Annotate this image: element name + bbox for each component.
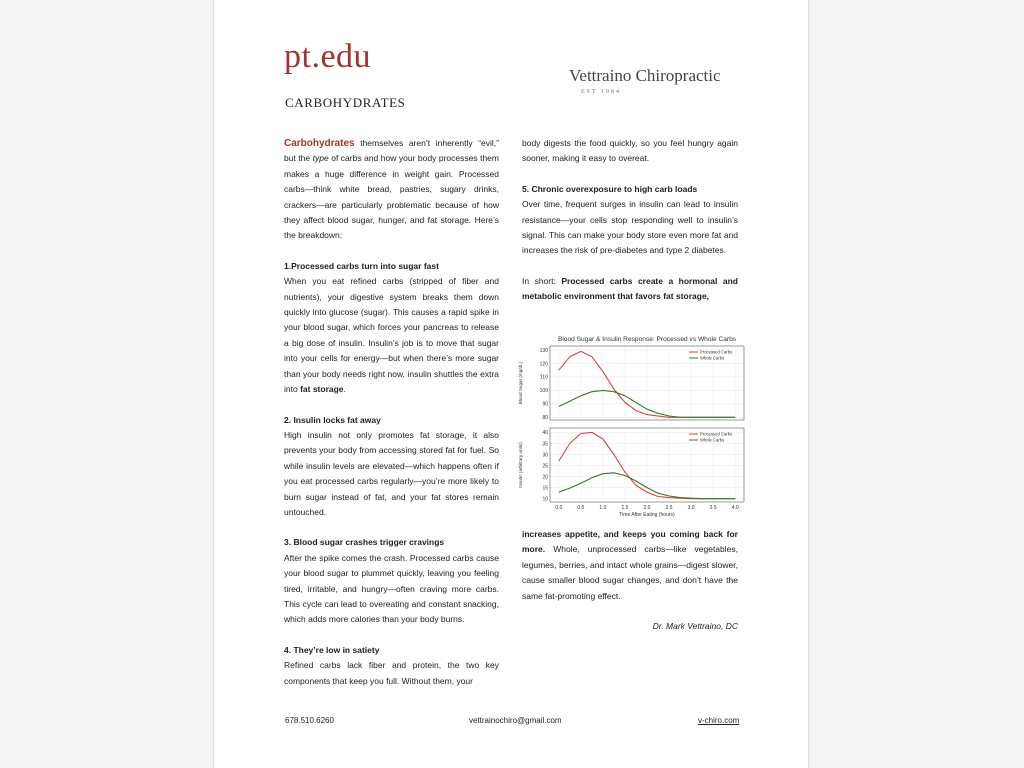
left-column <box>284 136 499 704</box>
y-tick-label: 20 <box>542 474 548 481</box>
y-tick-label: 30 <box>542 452 548 459</box>
x-tick-label: 0.0 <box>555 505 563 511</box>
section-3-heading: 3. Blood sugar crashes trigger cravings <box>284 537 445 548</box>
section-1-text <box>284 274 499 397</box>
author-signature: Dr. Mark Vettraino, DC <box>652 621 738 632</box>
clinic-logo-name: Vettraino Chiropractic <box>569 66 721 85</box>
section-1-end: . <box>343 384 346 395</box>
intro-emphasis: type <box>312 153 329 164</box>
x-tick-label: 0.5 <box>577 505 585 511</box>
right-column-top <box>522 136 738 320</box>
y-axis-label: Insulin (arbitrary units) <box>518 442 523 488</box>
x-tick-label: 3.5 <box>709 505 717 511</box>
y-tick-label: 25 <box>542 463 548 470</box>
y-tick-label: 110 <box>540 374 548 381</box>
section-1-bold: fat storage <box>300 384 344 395</box>
section-5-text: Over time, frequent surges in insulin can lead to insulin resistance—your cells stop responding well to insulin’s signal. This can make your body store even more fat and increases the risk of pre-diabetes and type 2 diabetes. <box>522 199 738 256</box>
intro-text-a: themselves aren’t inherently “evil,” but the <box>284 138 499 164</box>
brand-title: pt.edu <box>284 38 372 75</box>
clinic-established: EST 1984 <box>581 89 622 95</box>
footer-email[interactable]: vettrainochiro@gmail.com <box>469 716 562 725</box>
section-4-text: Refined carbs lack fiber and protein, the two key components that keep you full. Without them, your <box>284 660 499 686</box>
x-tick-label: 1.0 <box>599 505 607 511</box>
x-tick-label: 4.0 <box>731 505 739 511</box>
x-tick-label: 2.0 <box>643 505 651 511</box>
in-short-bold: Processed carbs create a hormonal and metabolic environment that favors fat storage, <box>522 275 738 302</box>
conclusion-paragraph <box>522 527 738 604</box>
chart-title: Blood Sugar & Insulin Response: Processed vs Whole Carbs <box>557 336 737 343</box>
x-tick-label: 1.5 <box>621 505 629 511</box>
legend-label: Processed Carbs <box>700 431 733 437</box>
y-tick-label: 80 <box>542 415 548 422</box>
section-3-text: After the spike comes the crash. Processed carbs cause your blood sugar to plummet quickly, leaving you feeling tired, irritable, and hungry—often craving more carbs. This cycle can lead to overeating and constant snacking, which adds more calories than your body burns. <box>284 552 499 625</box>
insulin-chart <box>512 332 752 522</box>
footer-phone[interactable]: 678.510.6260 <box>285 716 334 725</box>
conclusion-bold: increases appetite, and keeps you coming back for more. <box>522 529 738 555</box>
section-4-heading: 4. They’re low in satiety <box>284 644 380 655</box>
chart-svg <box>512 332 752 522</box>
in-short-paragraph <box>522 274 738 305</box>
x-tick-label: 3.0 <box>687 505 695 511</box>
continuation-paragraph: body digests the food quickly, so you feel hungry again sooner, making it easy to overeat. <box>522 138 738 164</box>
footer-website[interactable]: v-chiro.com <box>698 716 740 725</box>
legend-label: Whole Carbs <box>700 355 725 361</box>
y-tick-label: 100 <box>539 388 548 395</box>
y-axis-label: Blood Sugar (mg/dL) <box>518 361 523 405</box>
y-tick-label: 10 <box>542 496 548 503</box>
section-5-heading: 5. Chronic overexposure to high carb loads <box>522 183 698 194</box>
intro-text-b: of carbs and how your body processes them makes a huge difference in weight gain. Processed carbs—think white bread, pastries, sugary drinks, crackers—are particularly problematic because of how they affect blood sugar, hunger, and fat storage. Here’s the breakdown: <box>284 153 499 241</box>
x-tick-label: 2.5 <box>665 505 673 511</box>
document-page <box>214 0 808 768</box>
section-2-text: High insulin not only promotes fat storage, it also prevents your body from accessing stored fat for fuel. So while insulin levels are elevated—which happens often if you eat processed carbs regularly—you’re more likely to burn sugar instead of fat, and your fat stores remain untouched. <box>284 429 499 517</box>
y-tick-label: 40 <box>542 430 548 437</box>
y-tick-label: 35 <box>542 441 548 448</box>
y-tick-label: 90 <box>542 401 548 408</box>
section-2-heading: 2. Insulin locks fat away <box>284 414 381 425</box>
intro-lead: Carbohydrates <box>284 138 355 149</box>
section-1-heading: 1.Processed carbs turn into sugar fast <box>284 260 439 271</box>
y-tick-label: 15 <box>542 485 548 492</box>
conclusion-text: Whole, unprocessed carbs—like vegetables, legumes, berries, and intact whole grains—digest slower, cause smaller blood sugar changes, and don’t have the same fat-promoting effect. <box>522 544 738 601</box>
x-axis-label: Time After Eating (hours) <box>619 512 675 518</box>
section-1-body: When you eat refined carbs (stripped of fiber and nutrients), your digestive system breaks them down quickly into glucose (sugar). This causes a rapid spike in your blood sugar, which forces your pancreas to release a big dose of insulin. Insulin’s job is to move that sugar into your cells for energy—but when there’s more sugar than your body needs right now, insulin shuttles the extra into <box>284 276 499 395</box>
right-column-bottom <box>522 527 738 634</box>
y-tick-label: 130 <box>539 347 548 354</box>
legend-label: Whole Carbs <box>700 437 725 443</box>
legend-label: Processed Carbs <box>700 349 733 355</box>
y-tick-label: 120 <box>539 361 548 368</box>
intro-paragraph <box>284 136 499 244</box>
page-title: CARBOHYDRATES <box>285 95 406 110</box>
in-short-prefix: In short: <box>522 275 562 286</box>
